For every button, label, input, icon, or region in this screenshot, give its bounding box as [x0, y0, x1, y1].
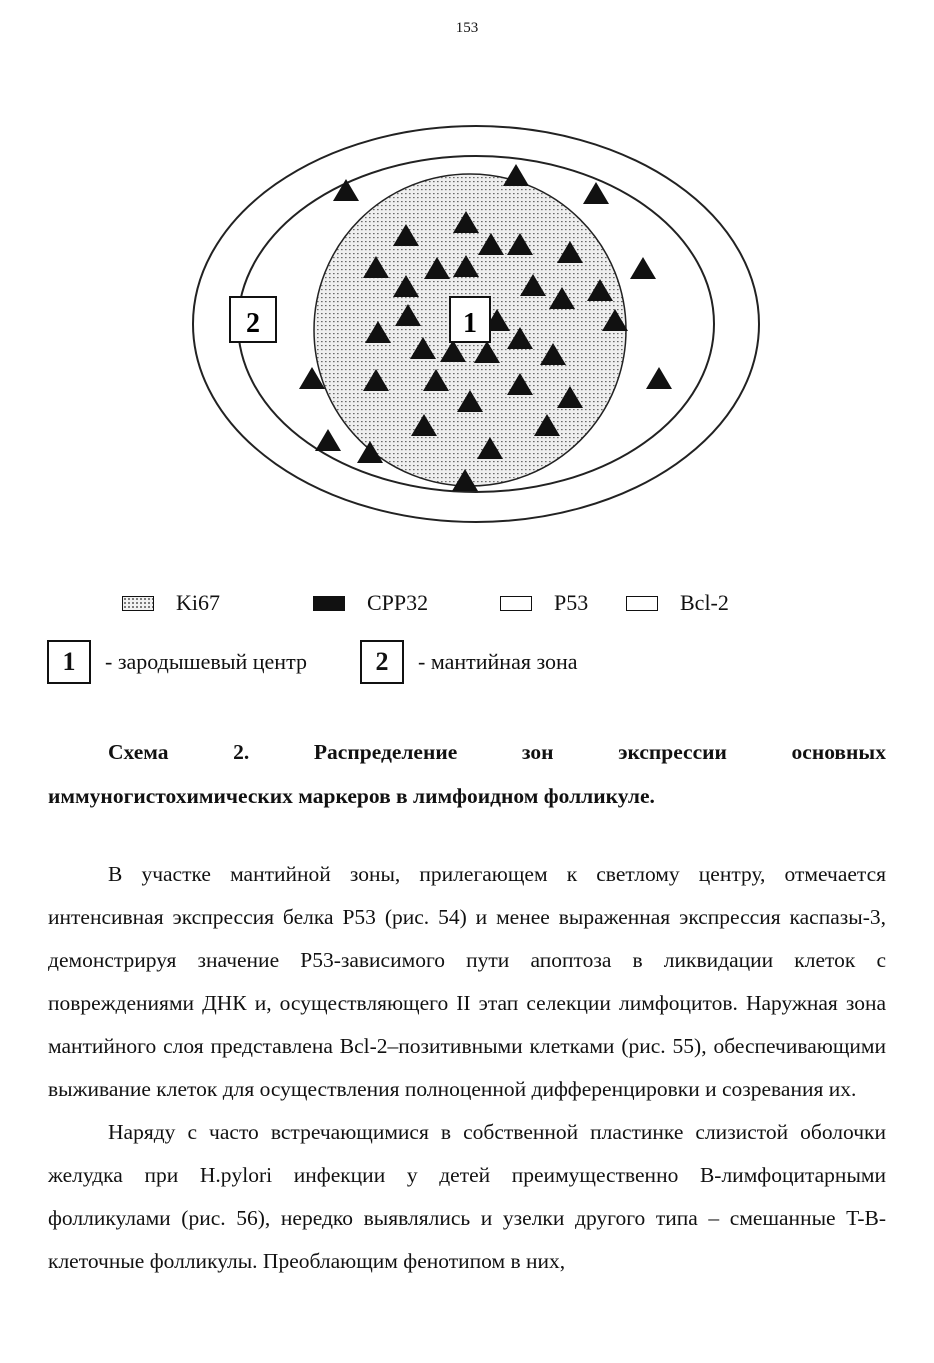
caption-line-2: иммуногистохимических маркеров в лимфоидном фолликуле. — [48, 784, 655, 808]
zone-key-box-1: 1 — [47, 640, 91, 684]
legend-label-bcl2: Bcl-2 — [680, 590, 729, 615]
zone-key-box-2: 2 — [360, 640, 404, 684]
legend-swatch-cpp32 — [313, 596, 345, 611]
zone-key-text-2: - мантийная зона — [418, 649, 578, 674]
legend-cpp32 — [313, 590, 428, 616]
legend-p53 — [500, 590, 588, 616]
caption-word: Распределение — [313, 740, 458, 764]
page-number: 153 — [455, 20, 479, 36]
paragraph-1: В участке мантийной зоны, прилегающем к светлому центру, отмечается интенсивная экспрессия белка P53 (рис. 54) и менее выраженная экспрессия каспазы-3, демонстрируя значение P53-зависимого пути апоптоза в ликвидации клеток с повреждениями ДНК и, осуществляющего II этап селекции лимфоцитов. Наружная зона мантийного слоя представлена Bcl-2–позитивными клетками (рис. 55), обеспечивающими выживание клеток для осуществления полноценной дифференцировки и созревания их. — [48, 862, 886, 1101]
caption-word: Схема — [108, 740, 169, 764]
zone-key-germinal — [47, 640, 307, 684]
legend-label-cpp32: CPP32 — [367, 590, 429, 615]
outer-label: 2 — [246, 308, 260, 339]
figure-caption — [48, 730, 886, 818]
legend-label-p53: P53 — [554, 590, 589, 615]
legend-swatch-bcl2 — [626, 596, 658, 611]
caption-word: 2. — [233, 740, 250, 764]
follicle-diagram — [0, 0, 934, 580]
legend-label-ki67: Ki67 — [176, 590, 220, 615]
body-text — [48, 853, 886, 1283]
caption-word: зон — [521, 740, 554, 764]
caption-word: экспрессии — [618, 740, 727, 764]
inner-label: 1 — [463, 308, 477, 339]
legend-ki67 — [122, 590, 220, 616]
legend-swatch-ki67 — [122, 596, 154, 611]
zone-key-text-1: - зародышевый центр — [105, 649, 307, 674]
legend-swatch-p53 — [500, 596, 532, 611]
legend-bcl2 — [626, 590, 729, 616]
paragraph-2: Наряду с часто встречающимися в собственной пластинке слизистой оболочки желудка при H.pylori инфекции у детей преимущественно B-лимфоцитарными фолликулами (рис. 56), нередко выявлялись и узелки другого типа – смешанные T-B-клеточные фолликулы. Преоблающим фенотипом в них, — [48, 1120, 886, 1273]
caption-word: основных — [791, 740, 886, 764]
zone-key-mantle — [360, 640, 578, 684]
caption-line-1 — [48, 730, 886, 774]
